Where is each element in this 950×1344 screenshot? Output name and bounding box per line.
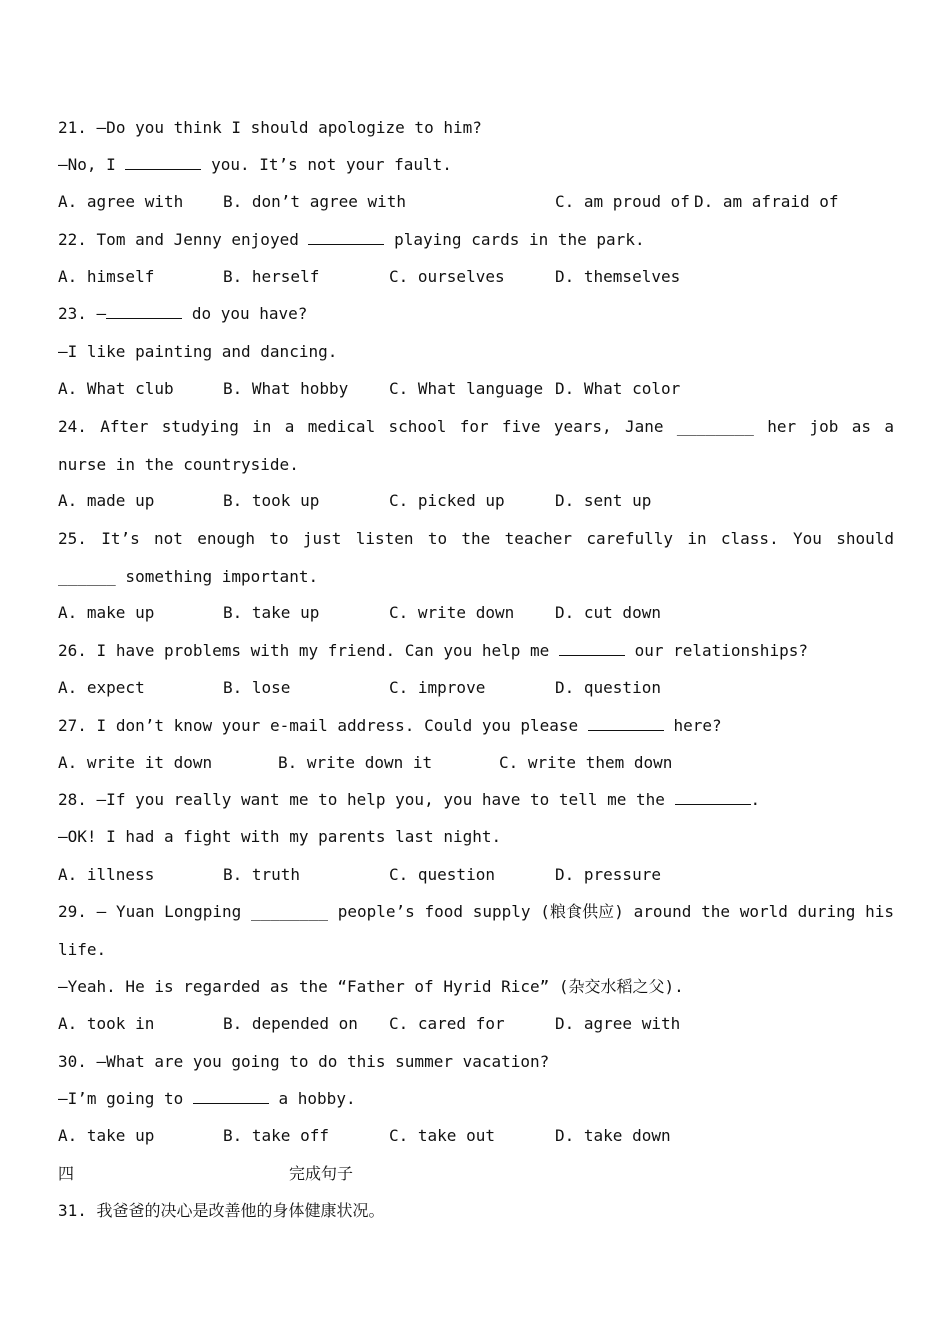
option-d: D. agree with: [555, 1014, 681, 1033]
option-b: B. take off: [223, 1126, 329, 1145]
question-27-options: [58, 744, 894, 781]
answer-blank: [193, 1089, 269, 1104]
question-22: [58, 221, 894, 258]
question-text-before: —If you really want me to help you, you have to tell me the: [96, 790, 665, 809]
reply-text-after: you. It’s not your fault.: [211, 155, 452, 174]
question-21-reply: [58, 146, 894, 183]
question-30: [58, 1043, 894, 1080]
option-b: B. What hobby: [223, 379, 349, 398]
option-b: B. herself: [223, 267, 320, 286]
answer-blank: [559, 641, 625, 656]
question-number: 22.: [58, 230, 87, 249]
question-25-options: [58, 594, 894, 631]
option-a: A. write it down: [58, 753, 213, 772]
question-21: [58, 109, 894, 146]
question-prompt: —Do you think I should apologize to him?: [96, 118, 482, 137]
option-d: D. take down: [555, 1126, 671, 1145]
option-b: B. don’t agree with: [223, 192, 407, 211]
reply-text-before: —I’m going to: [58, 1089, 184, 1108]
question-prompt: —What are you going to do this summer vacation?: [96, 1052, 550, 1071]
question-text-after: .: [750, 790, 761, 809]
option-c: C. cared for: [389, 1014, 505, 1033]
option-d: D. What color: [555, 379, 681, 398]
question-22-options: [58, 258, 894, 295]
answer-blank: [106, 304, 182, 319]
question-text-after: here?: [673, 716, 722, 735]
option-a: A. illness: [58, 865, 155, 884]
question-text-before: Tom and Jenny enjoyed: [96, 230, 299, 249]
answer-blank: [588, 716, 664, 731]
option-d: D. themselves: [555, 267, 681, 286]
option-c: C. take out: [389, 1126, 495, 1145]
option-d: D. cut down: [555, 603, 661, 622]
option-c: C. ourselves: [389, 267, 505, 286]
option-d: D. question: [555, 678, 661, 697]
question-text-after: our relationships?: [634, 641, 808, 660]
option-a: A. take up: [58, 1126, 155, 1145]
question-26-options: [58, 669, 894, 706]
answer-blank: [675, 790, 751, 805]
question-31: 31. 我爸爸的决心是改善他的身体健康状况。: [58, 1201, 385, 1220]
question-number: 30.: [58, 1052, 87, 1071]
option-c: C. improve: [389, 678, 486, 697]
reply-text: —I like painting and dancing.: [58, 342, 338, 361]
option-b: B. truth: [223, 865, 301, 884]
question-23-reply: [58, 333, 894, 370]
question-text-before: I have problems with my friend. Can you help me: [96, 641, 550, 660]
option-a: A. himself: [58, 267, 155, 286]
reply-text: —Yeah. He is regarded as the “Father of Hyrid Rice” (杂交水稻之父).: [58, 977, 684, 996]
option-b: B. write down it: [278, 753, 433, 772]
option-b: B. take up: [223, 603, 320, 622]
option-a: A. took in: [58, 1014, 155, 1033]
option-d: D. pressure: [555, 865, 661, 884]
question-28-reply: [58, 818, 894, 855]
option-b: B. lose: [223, 678, 291, 697]
question-number: 28.: [58, 790, 87, 809]
question-30-options: [58, 1117, 894, 1154]
question-29-reply: [58, 968, 894, 1005]
reply-text-before: —No, I: [58, 155, 116, 174]
option-c: C. picked up: [389, 491, 505, 510]
question-24: 24. After studying in a medical school for five years, Jane ________ her job as a nurse in the countryside.: [58, 417, 894, 474]
question-text-after: do you have?: [191, 304, 308, 323]
question-29: 29. – Yuan Longping ________ people’s food supply (粮食供应) around the world during his life.: [58, 902, 894, 959]
option-a: A. agree with: [58, 192, 184, 211]
question-27: [58, 707, 894, 744]
option-c: C. am proud of: [555, 192, 690, 211]
question-24-options: [58, 482, 894, 519]
option-a: A. expect: [58, 678, 145, 697]
reply-text: —OK! I had a fight with my parents last night.: [58, 827, 502, 846]
question-text-after: playing cards in the park.: [394, 230, 645, 249]
option-a: A. What club: [58, 379, 174, 398]
question-text-before: I don’t know your e-mail address. Could you please: [96, 716, 579, 735]
question-number: 26.: [58, 641, 87, 660]
answer-blank: [125, 155, 201, 170]
option-c: C. write down: [389, 603, 515, 622]
option-c: C. What language: [389, 379, 544, 398]
question-23-options: [58, 370, 894, 407]
question-number: 27.: [58, 716, 87, 735]
option-c: C. question: [389, 865, 495, 884]
question-28-options: [58, 856, 894, 893]
question-29-options: [58, 1005, 894, 1042]
option-b: B. depended on: [223, 1014, 358, 1033]
question-number: 23.: [58, 304, 87, 323]
question-30-reply: [58, 1080, 894, 1117]
option-d: D. am afraid of: [694, 192, 839, 211]
section-heading: [58, 1155, 894, 1192]
option-b: B. took up: [223, 491, 320, 510]
question-28: [58, 781, 894, 818]
question-text-before: —: [96, 304, 107, 323]
section-title: 完成句子: [289, 1164, 354, 1183]
question-26: [58, 632, 894, 669]
reply-text-after: a hobby.: [278, 1089, 356, 1108]
question-21-options: [58, 183, 894, 220]
option-a: A. make up: [58, 603, 155, 622]
question-23: [58, 295, 894, 332]
answer-blank: [308, 230, 384, 245]
option-c: C. write them down: [499, 753, 673, 772]
question-number: 21.: [58, 118, 87, 137]
option-a: A. made up: [58, 491, 155, 510]
question-25: 25. It’s not enough to just listen to the teacher carefully in class. You should ______ something important.: [58, 529, 894, 586]
option-d: D. sent up: [555, 491, 652, 510]
section-number: 四: [58, 1164, 75, 1183]
